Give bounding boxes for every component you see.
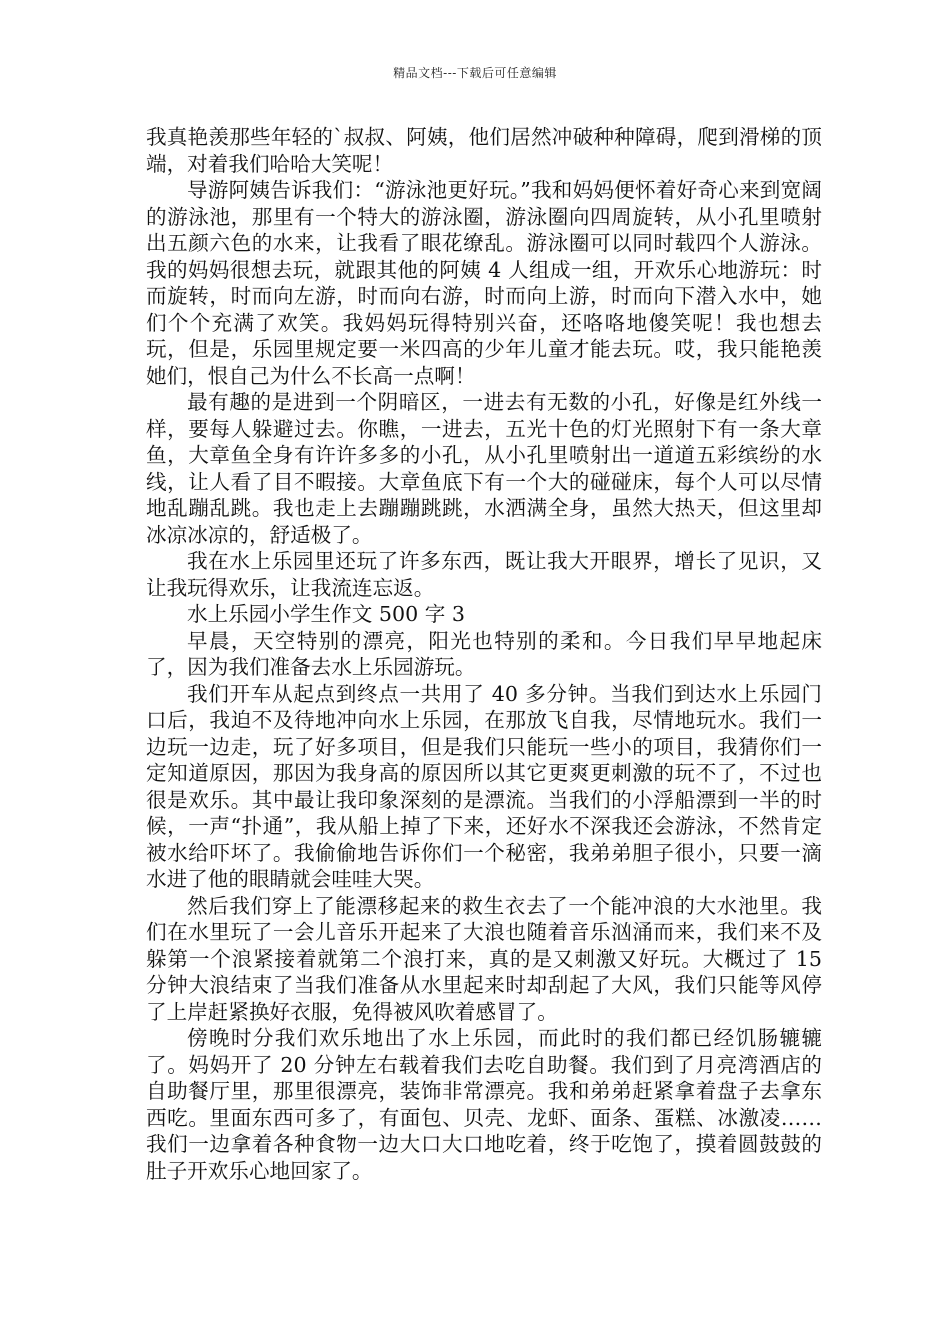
section-heading: 水上乐园小学生作文 500 字 3	[187, 602, 465, 626]
page-header: 精品文档---下载后可任意编辑	[393, 66, 557, 80]
paragraph: 我们开车从起点到终点一共用了 40 多分钟。当我们到达水上乐园门口后，我迫不及待地冲向水上乐园，在那放飞自我，尽情地玩水。我们一边玩一边走，玩了好多项目，但是我们只能玩一些小的项目，我猜你们一定知道原因，那因为我身高的原因所以其它更爽更刺激的玩不了，不过也很是欢乐。其中最让我印象深刻的是漂流。当我们的小浮船漂到一半的时候，一声“扑通”，我从船上掉了下来，还好水不深我还会游泳，不然肯定被水给吓坏了。我偷偷地告诉你们一个秘密，我弟弟胆子很小，只要一滴水进了他的眼睛就会哇哇大哭。	[146, 681, 822, 891]
paragraph: 我真艳羡那些年轻的`叔叔、阿姨，他们居然冲破种种障碍，爬到滑梯的顶端，对着我们哈哈大笑呢！	[146, 125, 822, 176]
paragraph: 傍晚时分我们欢乐地出了水上乐园，而此时的我们都已经饥肠辘辘了。妈妈开了 20 分钟左右载着我们去吃自助餐。我们到了月亮湾酒店的自助餐厅里，那里很漂亮，装饰非常漂亮。我和弟弟赶紧拿着盘子去拿东西吃。里面东西可多了，有面包、贝壳、龙虾、面条、蛋糕、冰激凌……我们一边拿着各种食物一边大口大口地吃着，终于吃饱了，摸着圆鼓鼓的肚子开欢乐心地回家了。	[146, 1026, 822, 1183]
paragraph: 导游阿姨告诉我们：“游泳池更好玩。”我和妈妈便怀着好奇心来到宽阔的游泳池，那里有一个特大的游泳圈，游泳圈向四周旋转，从小孔里喷射出五颜六色的水来，让我看了眼花缭乱。游泳圈可以同时载四个人游泳。我的妈妈很想去玩，就跟其他的阿姨 4 人组成一组，开欢乐心地游玩：时而旋转，时而向左游，时而向右游，时而向上游，时而向下潜入水中，她们个个充满了欢笑。我妈妈玩得特别兴奋，还咯咯地傻笑呢！我也想去玩，但是，乐园里规定要一米四高的少年儿童才能去玩。哎，我只能艳羡她们，恨自己为什么不长高一点啊！	[146, 178, 822, 388]
paragraph: 早晨，天空特别的漂亮，阳光也特别的柔和。今日我们早早地起床了，因为我们准备去水上乐园游玩。	[146, 628, 822, 679]
paragraph: 然后我们穿上了能漂移起来的救生衣去了一个能冲浪的大水池里。我们在水里玩了一会儿音乐开起来了大浪也随着音乐汹涌而来，我们来不及躲第一个浪紧接着就第二个浪打来，真的是又刺激又好玩。大概过了 15 分钟大浪结束了当我们准备从水里起来时却刮起了大风，我们只能等风停了上岸赶紧换好衣服，免得被风吹着感冒了。	[146, 893, 822, 1024]
document-body	[146, 124, 822, 1184]
paragraph: 我在水上乐园里还玩了许多东西，既让我大开眼界，增长了见识，又让我玩得欢乐，让我流连忘返。	[146, 549, 822, 600]
paragraph: 最有趣的是进到一个阴暗区，一进去有无数的小孔，好像是红外线一样，要每人躲避过去。你瞧，一进去，五光十色的灯光照射下有一条大章鱼，大章鱼全身有许许多多的小孔，从小孔里喷射出一道道五彩缤纷的水线，让人看了目不暇接。大章鱼底下有一个大的碰碰床，每个人可以尽情地乱蹦乱跳。我也走上去蹦蹦跳跳，水洒满全身，虽然大热天，但这里却冰凉冰凉的，舒适极了。	[146, 390, 822, 547]
